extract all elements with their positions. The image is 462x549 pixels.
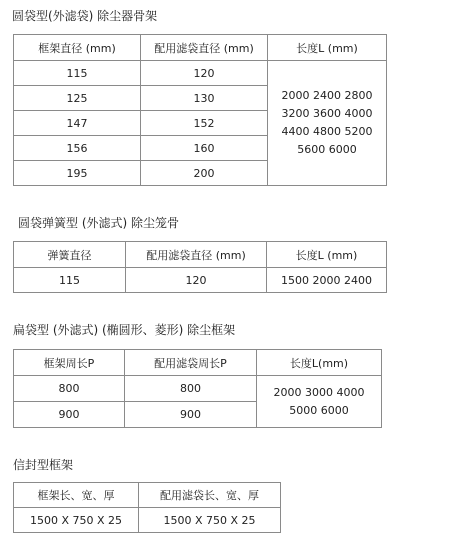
table-row	[14, 268, 387, 293]
length-line: 2000 2400 2800	[281, 89, 373, 102]
frame-dimensions-cell: 1500 X 750 X 25	[14, 508, 139, 533]
header-frame-dimensions: 框架长、宽、厚	[14, 483, 139, 508]
bag-diameter-cell: 160	[141, 136, 268, 161]
section-3-title: 扁袋型 (外滤式) (椭圆形、菱形) 除尘框架	[13, 323, 236, 337]
header-length: 长度L (mm)	[267, 242, 387, 268]
flat-bag-frame-table	[13, 349, 382, 428]
frame-diameter-cell: 125	[14, 86, 141, 111]
length-cell	[268, 61, 387, 186]
bag-diameter-cell: 120	[141, 61, 268, 86]
header-spring-diameter: 弹簧直径	[14, 242, 126, 268]
bag-perimeter-cell: 900	[125, 402, 257, 428]
header-frame-diameter: 框架直径 (mm)	[14, 35, 141, 61]
header-bag-diameter: 配用滤袋直径 (mm)	[126, 242, 267, 268]
table-header-row	[14, 483, 281, 508]
round-bag-frame-table	[13, 34, 387, 186]
bag-dimensions-cell: 1500 X 750 X 25	[139, 508, 281, 533]
length-line: 4400 4800 5200	[281, 125, 373, 138]
spring-cage-table	[13, 241, 387, 293]
table-row	[14, 508, 281, 533]
bag-diameter-cell: 130	[141, 86, 268, 111]
bag-diameter-cell: 152	[141, 111, 268, 136]
table-header-row	[14, 35, 387, 61]
bag-perimeter-cell: 800	[125, 376, 257, 402]
table-header-row	[14, 350, 382, 376]
frame-diameter-cell: 156	[14, 136, 141, 161]
envelope-frame-table	[13, 482, 281, 533]
table-row	[14, 61, 387, 86]
length-cell: 1500 2000 2400	[267, 268, 387, 293]
length-line: 5000 6000	[289, 403, 349, 417]
frame-perimeter-cell: 900	[14, 402, 125, 428]
frame-diameter-cell: 115	[14, 61, 141, 86]
table-header-row	[14, 242, 387, 268]
table-row	[14, 376, 382, 402]
section-1-title: 圆袋型(外滤袋) 除尘器骨架	[12, 9, 158, 23]
section-4-title: 信封型框架	[13, 458, 74, 472]
frame-diameter-cell: 147	[14, 111, 141, 136]
header-bag-perimeter: 配用滤袋周长P	[125, 350, 257, 376]
length-cell	[257, 376, 382, 428]
length-line: 2000 3000 4000	[273, 385, 365, 399]
header-bag-diameter: 配用滤袋直径 (mm)	[141, 35, 268, 61]
header-bag-dimensions: 配用滤袋长、宽、厚	[139, 483, 281, 508]
spring-diameter-cell: 115	[14, 268, 126, 293]
frame-diameter-cell: 195	[14, 161, 141, 186]
header-frame-perimeter: 框架周长P	[14, 350, 125, 376]
section-2-title: 圆袋弹簧型 (外滤式) 除尘笼骨	[18, 216, 179, 230]
length-line: 5600 6000	[297, 143, 357, 156]
bag-diameter-cell: 200	[141, 161, 268, 186]
bag-diameter-cell: 120	[126, 268, 267, 293]
frame-perimeter-cell: 800	[14, 376, 125, 402]
header-length: 长度L (mm)	[268, 35, 387, 61]
length-line: 3200 3600 4000	[281, 107, 373, 120]
header-length: 长度L(mm)	[257, 350, 382, 376]
